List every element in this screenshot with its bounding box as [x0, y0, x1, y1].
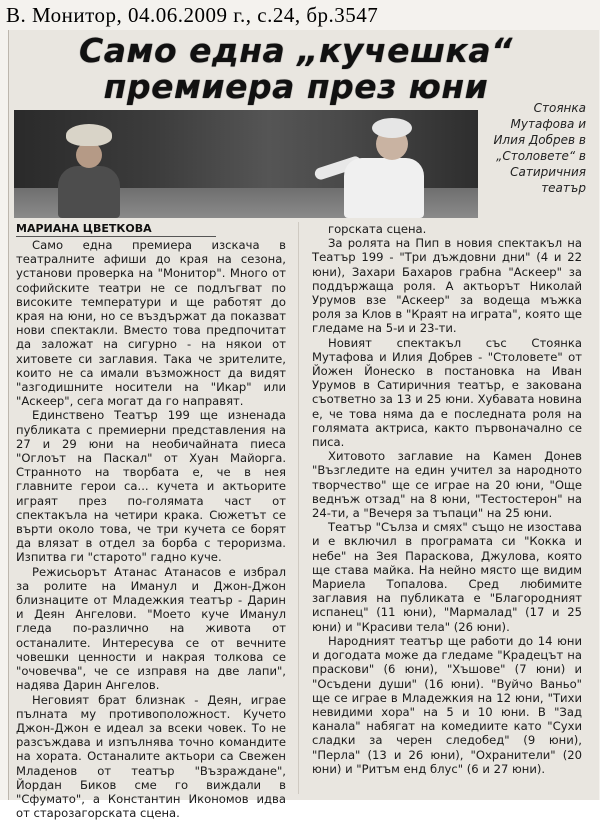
paragraph: За ролята на Пип в новия спектакъл на Театър 199 - "Три дъждовни дни" (4 и 22 юни), Захари Бахаров грабна "Аскеер" за поддържаща роля. А актьорът Николай Урумов взе "Аскеер" за водеща мъжка роля за Клов в "Краят на играта", която ще гледаме на 5-и и 23-ти.	[312, 236, 582, 335]
paragraph: горската сцена.	[312, 222, 582, 236]
headline	[12, 33, 580, 105]
article-column-right	[312, 222, 582, 794]
actor-figure	[314, 118, 424, 218]
paragraph: Единствено Театър 199 ще изненада публиката с премиерни представления на 27 и 29 юни на необичайната пиеса "Оглоът на Паскал" от Хуан Майорга. Странното на творбата е, че в нея главните герои са... кучета и актьорите играят през по-голямата част от спектакъла на четири крака. Сюжетът се върти около това, че три кучета се борят да влязат в отдел за борба с тероризма. Изпитва ги "старото" гадно куче.	[16, 408, 286, 564]
source-line: В. Монитор, 04.06.2009 г., с.24, бр.3547	[6, 2, 596, 28]
paragraph: Новият спектакъл със Стоянка Мутафова и Илия Добрев - "Столовете" от Йожен Йонеско в постановка на Иван Урумов в Сатиричния театър, е закована съответно за 13 и 25 юни. Хубавата новина е, че това няма да е последната роля на голямата актриса, както първоначално се писа.	[312, 336, 582, 450]
column-divider	[298, 222, 299, 794]
paragraph: Неговият брат близнак - Деян, играе пълната му противоположност. Кучето Джон-Джон е идеал за всеки човек. То не разсъждава и изпълнява точно командите на хората. Останалите актьори са Свежен Младенов от театър "Възраждане", Йордан Биков сме го виждали в "Сфумато", а Константин Икономов идва от старозагорската сцена.	[16, 693, 286, 820]
actress-figure	[54, 124, 124, 218]
article-column-left	[16, 238, 286, 794]
paragraph: Само една премиера изскача в театралните афиши до края на сезона, установи проверка на "Монитор". Много от софийските театри не се подлъгват по високите температури и ще работят до края на юни, но се въздържат да показват нови спектакли. Вместо това предпочитат да заложат на сигурно - на някои от хитовете си заглавия. Така че зрителите, които не са имали възможност да видят "азгодишните носители на "Икар" или "Аскеер", сега могат да го направят.	[16, 238, 286, 408]
paragraph: Хитовото заглавие на Камен Донев "Възгледите на един учител за народното творчество" ще се играе на 20 юни, "Още веднъж отзад" на 8 юни, "Тестостерон" на 24-ти, а "Вечеря за тъпаци" на 25 юни.	[312, 449, 582, 520]
paragraph: Народният театър ще работи до 14 юни и догодата може да гледаме "Крадецът на праскови" (6 юни), "Хъшове" (7 юни) и "Осъдени души" (16 юни). "Вуйчо Ваньо" ще се играе в Младежкия на 12 юни, "Тихи невидими хора" на 5 и 10 юни. В "Зад канала" набягат на комедиите като "Сухи сладки за черен следобед" (9 юни), "Перла" (13 и 26 юни), "Охранители" (20 юни) и "Ритъм енд блус" (6 и 27 юни).	[312, 634, 582, 776]
photo-caption: Стоянка Мутафова и Илия Добрев в „Столовете“ в Сатиричния театър	[480, 100, 586, 196]
author-byline: МАРИАНА ЦВЕТКОВА	[16, 222, 216, 237]
article-photo	[14, 110, 478, 218]
headline-line-2: премиера през юни	[12, 69, 580, 105]
headline-line-1: Само една „кучешка“	[12, 33, 580, 69]
paragraph: Режисьорът Атанас Атанасов е избрал за ролите на Иманул и Джон-Джон близнаците от Младежкия театър - Дарин и Деян Ангелови. "Моето куче Иманул гледа по-различно на живота от останалите. Интересува се от вечните човешки ценности и накрая толкова се "очовечва", че се изправя на двe лапи", надява Дарин Ангелов.	[16, 565, 286, 693]
paragraph: Театър "Сълза и смях" също не изостава и е включил в програмата си "Кокка и небе" на Зея Параскова, Джулова, която ще става майка. На нейно място ще видим Мариела Топалова. Сред любимите заглавия на публиката е "Благородният испанец" (11 юни), "Мармалад" (17 и 25 юни) и "Красиви тела" (26 юни).	[312, 520, 582, 634]
